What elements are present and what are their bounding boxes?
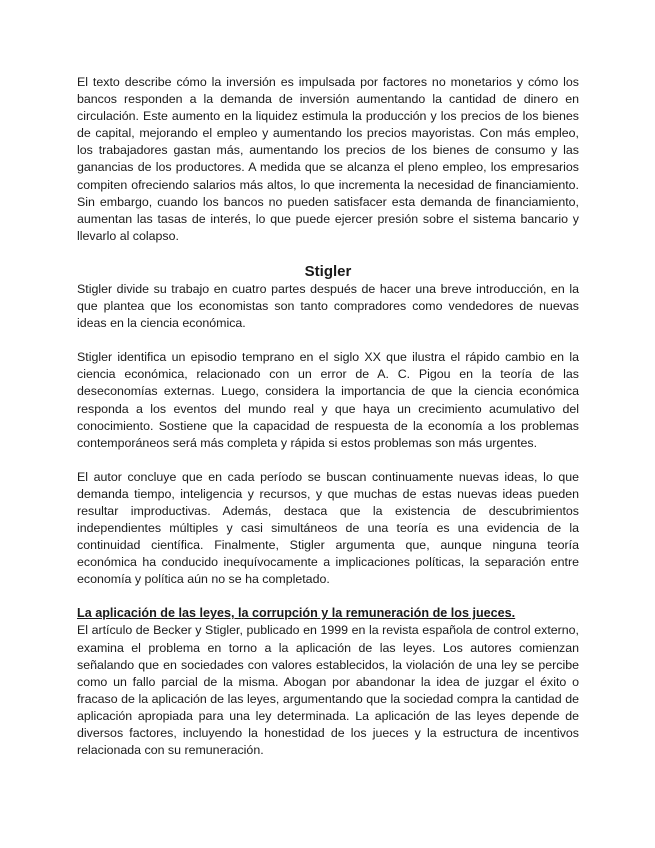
spacer <box>77 245 579 262</box>
spacer <box>77 452 579 469</box>
stigler-paragraph-2: Stigler identifica un episodio temprano en el siglo XX que ilustra el rápido cambio en la ciencia económica, relacionado con un error de A. C. Pigou en la teoría de las deseconomías externas. Luego, considera la importancia de que la ciencia económica responda a los eventos del mundo real y que haya un crecimiento acumulativo del conocimiento. Sostiene que la capacidad de respuesta de la economía a los problemas contemporáneos será más completa y rápida si estos problemas son más urgentes. <box>77 350 579 450</box>
stigler-heading: Stigler <box>304 262 352 280</box>
intro-paragraph: El texto describe cómo la inversión es impulsada por factores no monetarios y cómo los bancos responden a la demanda de inversión aumentando la cantidad de dinero en circulación. Este aumento en la liquidez estimula la producción y los precios de los bienes de capital, mejorando el empleo y aumentando los precios mayoristas. Con más empleo, los trabajadores gastan más, aumentando los precios de los bienes de consumo y las ganancias de los productores. A medida que se alcanza el pleno empleo, los empresarios compiten ofreciendo salarios más altos, lo que incrementa la necesidad de financiamiento. Sin embargo, cuando los bancos no pueden satisfacer esta demanda de financiamiento, aumentan las tasas de interés, lo que puede ejercer presión sobre el sistema bancario y llevarlo al colapso. <box>77 75 579 243</box>
spacer <box>77 332 579 349</box>
spacer <box>77 588 579 605</box>
stigler-paragraph-3: El autor concluye que en cada período se buscan continuamente nuevas ideas, lo que demanda tiempo, inteligencia y recursos, y que muchas de estas nuevas ideas pueden resultar improductivas. Además, destaca que la existencia de descubrimientos independientes múltiples y casi simultáneos de una teoría es una evidencia de la continuidad científica. Finalmente, Stigler argumenta que, aunque ninguna teoría económica ha conducido inequívocamente a implicaciones políticas, la separación entre economía y política aún no se ha completado. <box>77 469 579 587</box>
laws-heading: La aplicación de las leyes, la corrupción y la remuneración de los jueces. <box>77 606 516 621</box>
document-page <box>77 74 579 759</box>
stigler-paragraph-1: Stigler divide su trabajo en cuatro partes después de hacer una breve introducción, en la que plantea que los economistas son tanto compradores como vendedores de nuevas ideas en la ciencia económica. <box>77 281 579 331</box>
laws-paragraph: El artículo de Becker y Stigler, publicado en 1999 en la revista española de control externo, examina el problema en torno a la aplicación de las leyes. Los autores comienzan señalando que en sociedades con valores establecidos, la violación de una ley se percibe como un fallo parcial de la misma. Abogan por abandonar la idea de juzgar el éxito o fracaso de la aplicación de las leyes, argumentando que la sociedad compra la cantidad de aplicación apropiada para una ley determinada. La aplicación de las leyes depende de diversos factores, incluyendo la honestidad de los jueces y la estructura de incentivos relacionada con su remuneración. <box>77 623 579 758</box>
